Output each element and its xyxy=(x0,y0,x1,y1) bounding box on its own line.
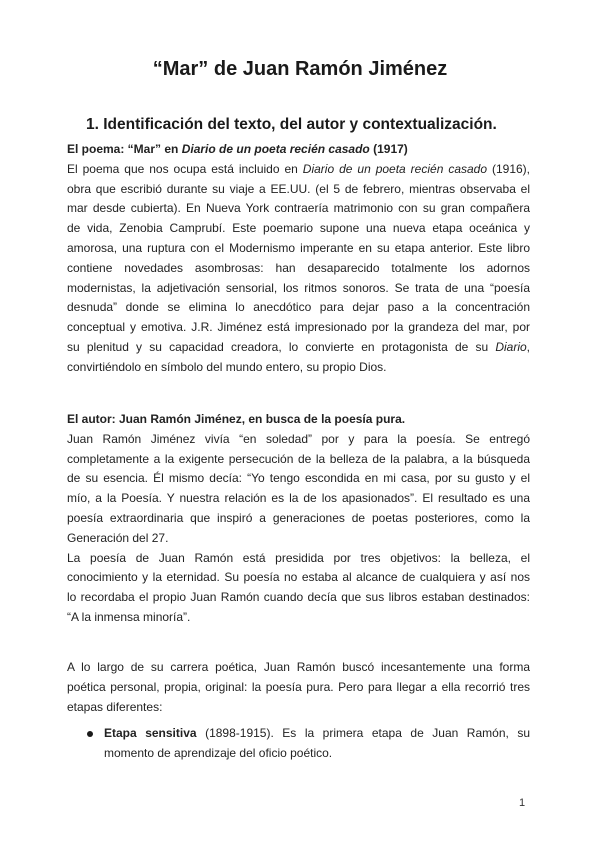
paragraph-line: A lo largo de su carrera poética, Juan Ramón buscó incesantemente una forma xyxy=(67,660,530,674)
paragraph-line: convirtiéndolo en símbolo del mundo entero, su propio Dios. xyxy=(67,359,387,374)
paragraph-line: etapas diferentes: xyxy=(67,699,163,714)
bullet-label: Etapa sensitiva xyxy=(104,726,197,740)
poem-subheading-prefix: El poema: “Mar” en xyxy=(67,142,182,156)
paragraph-line: mío, a la Poesía. Y nuestra relación es la de los apasionados”. El resultado es una xyxy=(67,491,530,506)
paragraph-line xyxy=(67,338,530,358)
paragraph-line: poesía extraordinaria que inspiró a generaciones de poetas posteriores, como la xyxy=(67,510,530,525)
paragraph-line: completamente a la exigente persecución de la belleza de la palabra, a la búsqueda xyxy=(67,451,530,466)
paragraph-line: poética personal, propia, original: la poesía pura. Pero para llegar a ella recorrió tres xyxy=(67,679,530,694)
paragraph-line: La poesía de Juan Ramón está presidida por tres objetivos: la belleza, el xyxy=(67,550,530,565)
text-run: El poema que nos ocupa está incluido en xyxy=(67,161,303,176)
poem-subheading xyxy=(67,140,530,160)
paragraph-line: lo recordaba el propio Juan Ramón cuando decía que sus libros estaban destinados: xyxy=(67,590,530,605)
text-run: (1898-1915). Es la primera etapa de Juan Ramón, su xyxy=(196,726,530,740)
text-run: su plenitud y su capacidad creadora, lo convierte en protagonista de su xyxy=(67,339,496,354)
paragraph-line: obra que escribió durante su viaje a EE.UU. (el 5 de febrero, mientras observaba el xyxy=(67,181,530,196)
paragraph-line: desnuda” donde se elimina lo anecdótico para dejar paso a la concentración xyxy=(67,300,530,315)
paragraph-line: conceptual y emotiva. J.R. Jiménez está impresionado por la grandeza del mar, por xyxy=(67,320,530,335)
poem-subheading-year: (1917) xyxy=(369,142,408,156)
paragraph-line: Generación del 27. xyxy=(67,530,169,545)
book-title-italic: Diario de un poeta recién casado xyxy=(302,161,488,176)
author-section xyxy=(67,410,530,628)
paragraph-line: de su esencia. Él mismo decía: “Yo tengo escondida en mi casa, por su gusto y el xyxy=(67,471,530,486)
paragraph-line: amorosa, una ruptura con el Modernismo imperante en su etapa anterior. Este libro xyxy=(67,240,530,255)
section-heading: 1. Identificación del texto, del autor y contextualización. xyxy=(86,116,497,133)
bullet-icon xyxy=(87,731,93,737)
text-run: , xyxy=(526,339,530,354)
page-number: 1 xyxy=(519,797,526,809)
diario-italic: Diario xyxy=(495,339,527,354)
paragraph-line: contiene novedades asombrosas: han desaparecido totalmente los adornos xyxy=(67,260,530,275)
paragraph-line: mar desde cubierta). En Nueva York contraería matrimonio con su gran compañera xyxy=(67,201,530,216)
paragraph-line: “A la inmensa minoría”. xyxy=(67,609,191,624)
paragraph-line: conocimiento y la eternidad. Su poesía no estaba al alcance de cualquiera y así nos xyxy=(67,570,530,585)
poem-subheading-book: Diario de un poeta recién casado xyxy=(181,142,370,156)
paragraph-line: modernistas, la adjetivación sensorial, los ritmos sonoros. Se trata de una “poesía xyxy=(67,280,530,295)
bullet-line xyxy=(104,724,530,744)
stages-intro xyxy=(67,658,530,717)
paragraph-line xyxy=(67,160,530,180)
paragraph-line: de vida, Zenobia Camprubí. Este poemario supone una nueva etapa oceánica y xyxy=(67,221,530,236)
poem-section xyxy=(67,140,530,378)
paragraph-line: Juan Ramón Jiménez vivía “en soledad” por y para la poesía. Se entregó xyxy=(67,431,530,446)
document-title: “Mar” de Juan Ramón Jiménez xyxy=(152,58,448,80)
bullet-line: momento de aprendizaje del oficio poético. xyxy=(104,745,333,760)
text-run: (1916), xyxy=(487,161,530,176)
author-subheading: El autor: Juan Ramón Jiménez, en busca de la poesía pura. xyxy=(67,412,406,426)
bullet-item-etapa-sensitiva xyxy=(104,724,530,764)
